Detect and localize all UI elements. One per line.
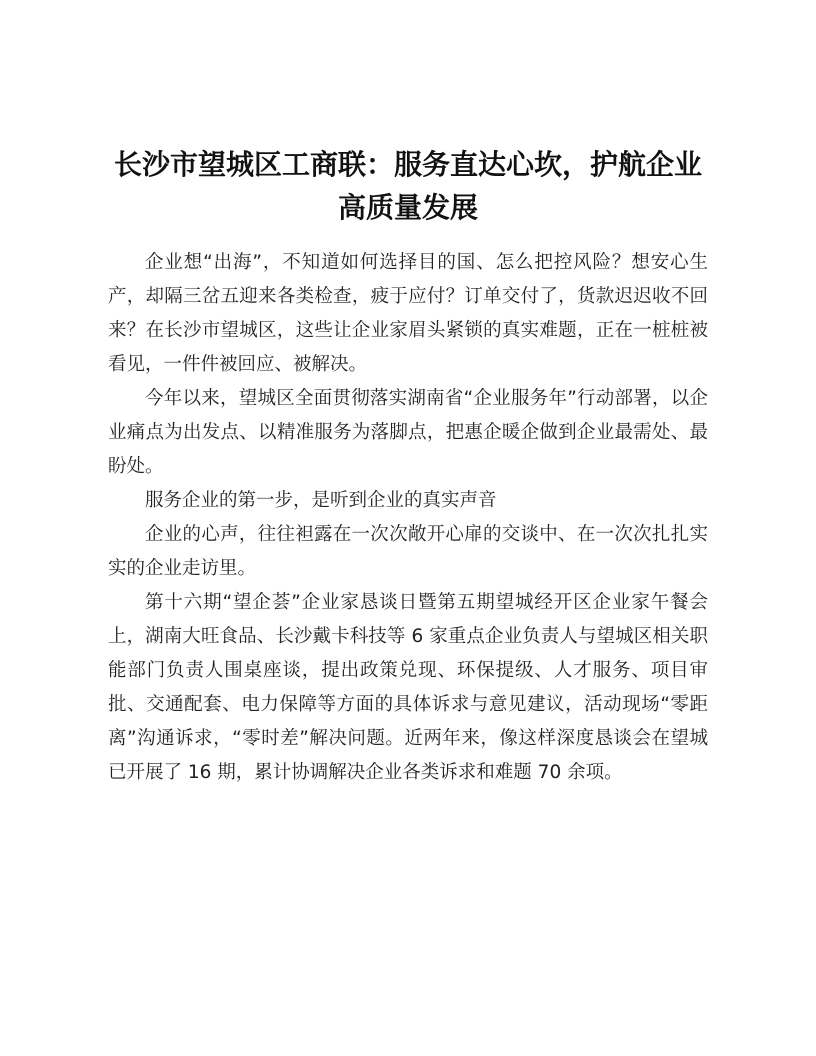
section-heading: 服务企业的第一步，是听到企业的真实声音 [145,490,497,511]
paragraph-voice: 企业的心声，往往袒露在一次次敞开心扉的交谈中、在一次次扎扎实实的企业走访里。 [108,524,708,579]
document-body [108,143,708,790]
paragraph-background: 今年以来，望城区全面贯彻落实湖南省“企业服务年”行动部署，以企业痛点为出发点、以精准服务为落脚点，把惠企暖企做到企业最需处、最盼处。 [108,388,708,477]
paragraph-forum: 第十六期“望企荟”企业家恳谈日暨第五期望城经开区企业家午餐会上，湖南大旺食品、长沙戴卡科技等 6 家重点企业负责人与望城区相关职能部门负责人围桌座谈，提出政策兑现、环保提级、人才服务、项目审批、交通配套、电力保障等方面的具体诉求与意见建议，活动现场“零距离”沟通诉求，“零时差”解决问题。近两年来，像这样深度恳谈会在望城已开展了 16 期，累计协调解决企业各类诉求和难题 70 余项。 [108,592,708,783]
document-title: 长沙市望城区工商联：服务直达心坎，护航企业高质量发展 [113,148,702,224]
paragraph-intro: 企业想“出海”，不知道如何选择目的国、怎么把控风险？想安心生产，却隔三岔五迎来各类检查，疲于应付？订单交付了，货款迟迟收不回来？在长沙市望城区，这些让企业家眉头紧锁的真实难题，正在一桩桩被看见，一件件被回应、被解决。 [108,252,708,375]
